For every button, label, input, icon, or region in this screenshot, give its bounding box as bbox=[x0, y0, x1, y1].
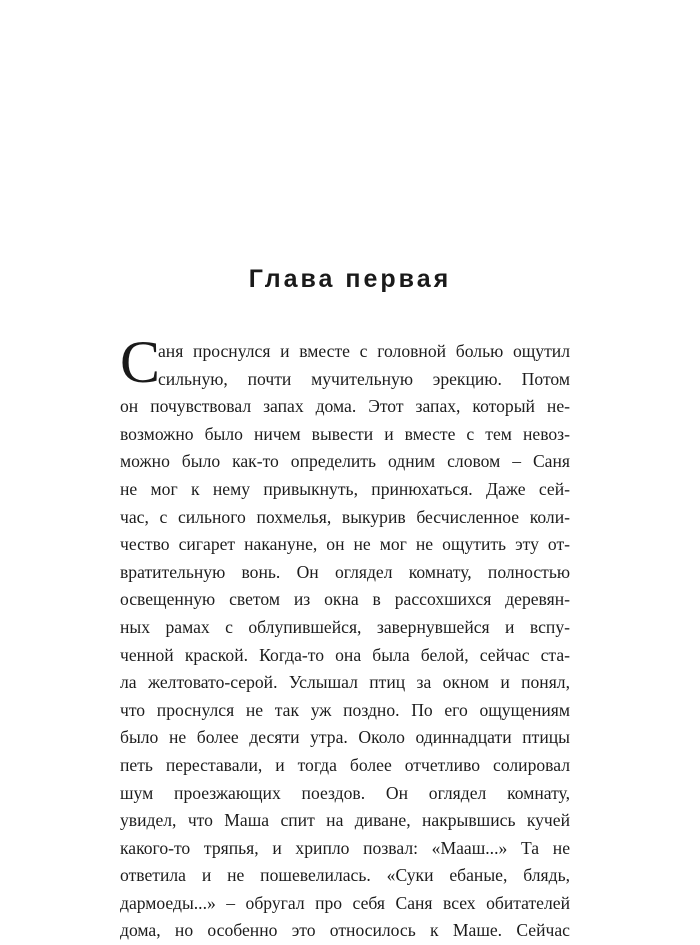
text-line: освещенную светом из окна в рассохшихся деревян- bbox=[120, 589, 570, 610]
text-line: ных рамах с облупившейся, завернувшейся и вспу- bbox=[120, 616, 570, 637]
text-line: вратительную вонь. Он оглядел комнату, полностью bbox=[120, 561, 570, 582]
text-line: он почувствовал запах дома. Этот запах, который не- bbox=[120, 396, 570, 417]
text-line: шум проезжающих поездов. Он оглядел комнату, bbox=[120, 782, 570, 803]
text-line: какого-то тряпья, и хрипло позвал: «Мааш...» Та не bbox=[120, 837, 570, 858]
text-line: было не более десяти утра. Около одиннадцати птицы bbox=[120, 727, 570, 748]
text-line: ла желтовато-серой. Услышал птиц за окном и понял, bbox=[120, 672, 570, 693]
chapter-text bbox=[120, 329, 570, 945]
text-line: возможно было ничем вывести и вместе с тем невоз- bbox=[120, 423, 570, 444]
text-line: ченной краской. Когда-то она была белой, сейчас ста- bbox=[120, 644, 570, 665]
chapter-title: Глава первая bbox=[248, 265, 452, 293]
text-line: что проснулся не так уж поздно. По его ощущениям bbox=[120, 699, 570, 720]
text-line-1-body: аня проснулся и вместе с головной болью ощутил bbox=[158, 341, 570, 361]
text-line: петь переставали, и тогда более отчетливо солировал bbox=[120, 754, 570, 775]
drop-cap: С bbox=[120, 329, 161, 395]
text-line: чество сигарет накануне, он не мог не ощутить эту от- bbox=[120, 534, 570, 555]
text-line: час, с сильного похмелья, выкурив бесчисленное коли- bbox=[120, 506, 570, 527]
text-line: сильную, почти мучительную эрекцию. Потом bbox=[158, 368, 570, 389]
text-line: можно было как-то определить одним словом – Саня bbox=[120, 451, 570, 472]
text-line: не мог к нему привыкнуть, принюхаться. Даже сей- bbox=[120, 478, 570, 499]
text-line: увидел, что Маша спит на диване, накрывшись кучей bbox=[120, 810, 570, 831]
text-line: дармоеды...» – обругал про себя Саня всех обитателей bbox=[120, 892, 570, 913]
text-line: ответила и не пошевелилась. «Суки ебаные, блядь, bbox=[120, 865, 570, 886]
text-line: дома, но особенно это относилось к Маше. Сейчас bbox=[120, 920, 570, 941]
